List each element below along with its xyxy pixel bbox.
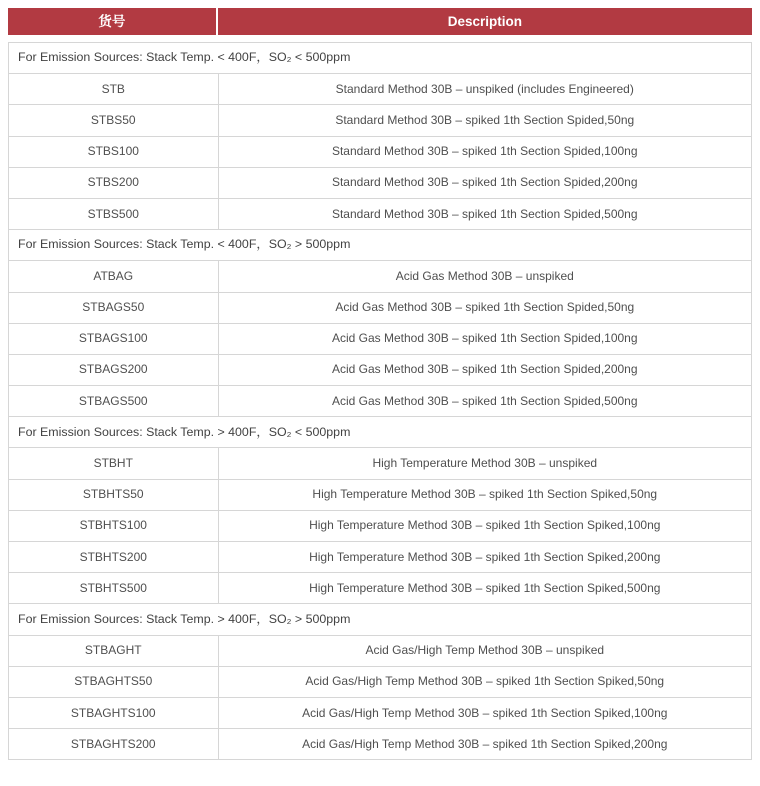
product-description-cell: Standard Method 30B – spiked 1th Section Spided,200ng <box>218 167 751 198</box>
product-code-cell: STBAGHTS50 <box>9 666 219 697</box>
product-code-cell: STBHTS50 <box>9 479 219 510</box>
product-code-cell: STBAGS100 <box>9 323 219 354</box>
table-row <box>9 261 752 292</box>
product-code-cell: STBS100 <box>9 136 219 167</box>
table-row <box>9 167 752 198</box>
table-row <box>9 573 752 604</box>
table-header-row <box>8 8 752 35</box>
product-code-cell: STBHTS200 <box>9 542 219 573</box>
product-description-cell: Standard Method 30B – spiked 1th Section Spided,500ng <box>218 198 751 229</box>
section-title: For Emission Sources: Stack Temp. < 400F，SO₂ > 500ppm <box>9 230 752 261</box>
table-row <box>9 323 752 354</box>
header-cell-description: Description <box>218 8 752 35</box>
product-description-cell: High Temperature Method 30B – spiked 1th Section Spiked,200ng <box>218 542 751 573</box>
section-header-row <box>9 230 752 261</box>
product-code-cell: STBS500 <box>9 198 219 229</box>
product-description-cell: Standard Method 30B – spiked 1th Section Spided,50ng <box>218 105 751 136</box>
table-row <box>9 74 752 105</box>
table-row <box>9 479 752 510</box>
table-row <box>9 666 752 697</box>
product-description-cell: Standard Method 30B – unspiked (includes Engineered) <box>218 74 751 105</box>
table-row <box>9 386 752 417</box>
product-code-cell: STBAGHT <box>9 635 219 666</box>
product-table <box>8 42 752 760</box>
product-description-cell: Acid Gas/High Temp Method 30B – spiked 1th Section Spiked,100ng <box>218 697 751 728</box>
product-code-cell: STBAGHTS100 <box>9 697 219 728</box>
product-description-cell: Acid Gas Method 30B – spiked 1th Section Spided,200ng <box>218 354 751 385</box>
product-description-cell: High Temperature Method 30B – unspiked <box>218 448 751 479</box>
product-code-cell: STBHTS100 <box>9 510 219 541</box>
product-description-cell: Acid Gas/High Temp Method 30B – spiked 1th Section Spiked,50ng <box>218 666 751 697</box>
product-description-cell: High Temperature Method 30B – spiked 1th Section Spiked,500ng <box>218 573 751 604</box>
section-title: For Emission Sources: Stack Temp. > 400F，SO₂ > 500ppm <box>9 604 752 635</box>
product-description-cell: Acid Gas Method 30B – spiked 1th Section Spided,50ng <box>218 292 751 323</box>
table-row <box>9 510 752 541</box>
product-description-cell: High Temperature Method 30B – spiked 1th Section Spiked,50ng <box>218 479 751 510</box>
product-code-cell: STB <box>9 74 219 105</box>
table-row <box>9 635 752 666</box>
table-row <box>9 198 752 229</box>
product-code-cell: STBHT <box>9 448 219 479</box>
product-code-cell: STBAGS200 <box>9 354 219 385</box>
table-row <box>9 105 752 136</box>
table-row <box>9 136 752 167</box>
product-code-cell: ATBAG <box>9 261 219 292</box>
table-row <box>9 729 752 760</box>
table-row <box>9 542 752 573</box>
product-code-cell: STBAGS500 <box>9 386 219 417</box>
table-row <box>9 292 752 323</box>
table-row <box>9 448 752 479</box>
section-header-row <box>9 43 752 74</box>
product-description-cell: High Temperature Method 30B – spiked 1th Section Spiked,100ng <box>218 510 751 541</box>
table-row <box>9 697 752 728</box>
section-header-row <box>9 604 752 635</box>
product-code-cell: STBS50 <box>9 105 219 136</box>
table-row <box>9 354 752 385</box>
product-code-cell: STBHTS500 <box>9 573 219 604</box>
section-title: For Emission Sources: Stack Temp. < 400F，SO₂ < 500ppm <box>9 43 752 74</box>
section-header-row <box>9 417 752 448</box>
product-table-body <box>9 43 752 760</box>
section-title: For Emission Sources: Stack Temp. > 400F，SO₂ < 500ppm <box>9 417 752 448</box>
product-code-cell: STBAGS50 <box>9 292 219 323</box>
header-cell-item-number: 货号 <box>8 8 218 35</box>
product-description-cell: Acid Gas Method 30B – spiked 1th Section Spided,100ng <box>218 323 751 354</box>
product-description-cell: Acid Gas/High Temp Method 30B – unspiked <box>218 635 751 666</box>
product-description-cell: Standard Method 30B – spiked 1th Section Spided,100ng <box>218 136 751 167</box>
product-description-cell: Acid Gas Method 30B – unspiked <box>218 261 751 292</box>
product-code-cell: STBS200 <box>9 167 219 198</box>
product-code-cell: STBAGHTS200 <box>9 729 219 760</box>
product-description-cell: Acid Gas/High Temp Method 30B – spiked 1th Section Spiked,200ng <box>218 729 751 760</box>
product-description-cell: Acid Gas Method 30B – spiked 1th Section Spided,500ng <box>218 386 751 417</box>
